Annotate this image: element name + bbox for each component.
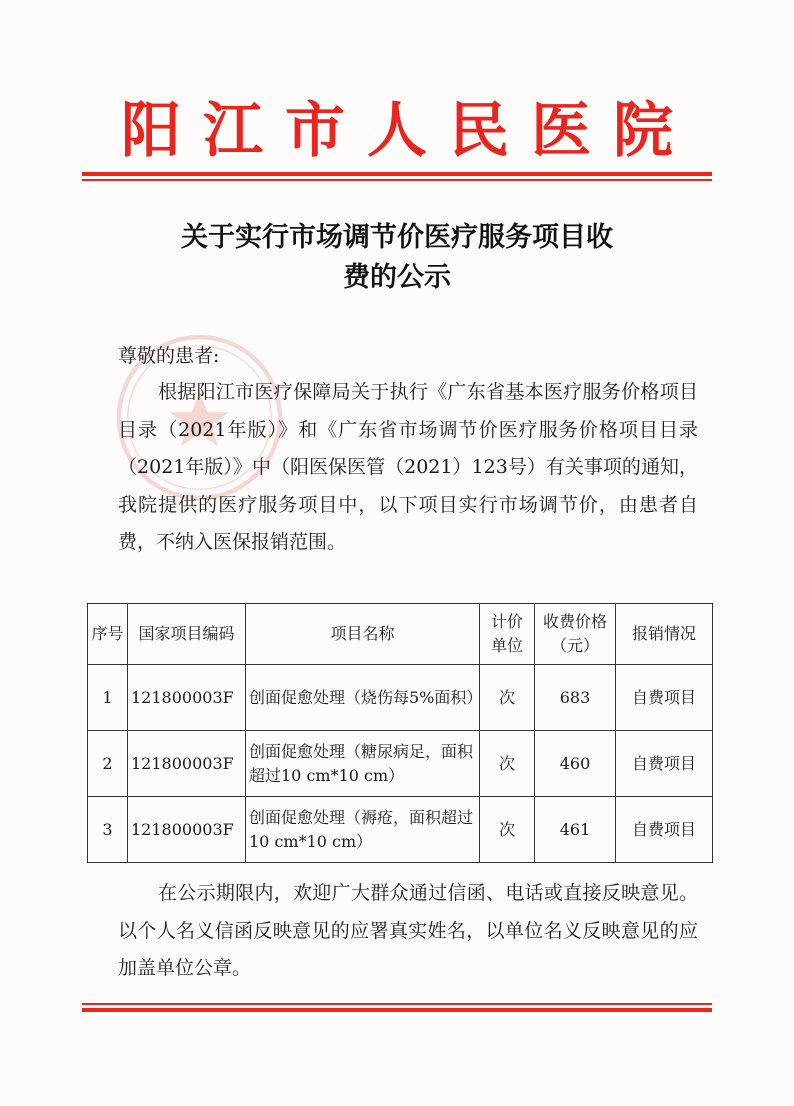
cell-code: 121800003F: [128, 797, 246, 863]
header-price: [535, 604, 616, 665]
header-seq: 序号: [88, 604, 128, 665]
notice-title-line-1: 关于实行市场调节价医疗服务项目收: [181, 222, 613, 253]
cell-item-name: 创面促愈处理（褥疮，面积超过10 cm*10 cm）: [246, 797, 480, 863]
cell-reimburse: 自费项目: [616, 731, 713, 797]
body-paragraph-1: 根据阳江市医疗保障局关于执行《广东省基本医疗服务价格项目目录（2021年版）》和《广东省市场调节价医疗服务价格项目目录（2021年版）》中（阳医保医管（2021）123号）有关事项的通知，我院提供的医疗服务项目中，以下项目实行市场调节价，由患者自费，不纳入医保报销范围。: [118, 381, 698, 553]
cell-seq: 3: [88, 797, 128, 863]
cell-reimburse: 自费项目: [616, 797, 713, 863]
fee-table: [87, 603, 713, 863]
cell-unit: 次: [480, 665, 535, 731]
cell-unit: 次: [480, 731, 535, 797]
footer-rule-thick: [82, 1008, 712, 1012]
cell-price: 461: [535, 797, 616, 863]
cell-seq: 2: [88, 731, 128, 797]
hospital-name-header: 阳江市人民医院: [121, 96, 695, 166]
cell-item-name: 创面促愈处理（糖尿病足，面积超过10 cm*10 cm）: [246, 731, 480, 797]
cell-code: 121800003F: [128, 731, 246, 797]
body-paragraph-2: 在公示期限内，欢迎广大群众通过信函、电话或直接反映意见。以个人名义信函反映意见的应署真实姓名，以单位名义反映意见的应加盖单位公章。: [118, 882, 698, 979]
cell-unit: 次: [480, 797, 535, 863]
header-price-line-2: （元）: [550, 636, 599, 655]
cell-price: 460: [535, 731, 616, 797]
header-item-name: 项目名称: [246, 604, 480, 665]
notice-title-line-2: 费的公示: [343, 262, 451, 293]
table-header-row: [88, 604, 713, 665]
header-unit-line-2: 单位: [490, 636, 523, 655]
cell-code: 121800003F: [128, 665, 246, 731]
header-unit-line-1: 计价: [490, 612, 523, 631]
header-rule-thick: [82, 172, 712, 176]
table-row: [88, 797, 713, 863]
footer-rule-thin: [82, 1003, 712, 1005]
cell-reimburse: 自费项目: [616, 665, 713, 731]
salutation: 尊敬的患者:: [118, 345, 220, 367]
header-price-line-1: 收费价格: [542, 612, 607, 631]
table-row: [88, 731, 713, 797]
table-row: [88, 665, 713, 731]
cell-price: 683: [535, 665, 616, 731]
header-code: 国家项目编码: [128, 604, 246, 665]
header-rule-thin: [82, 179, 712, 181]
header-unit: [480, 604, 535, 665]
cell-item-name: 创面促愈处理（烧伤每5%面积）: [246, 665, 480, 731]
header-reimburse: 报销情况: [616, 604, 713, 665]
cell-seq: 1: [88, 665, 128, 731]
